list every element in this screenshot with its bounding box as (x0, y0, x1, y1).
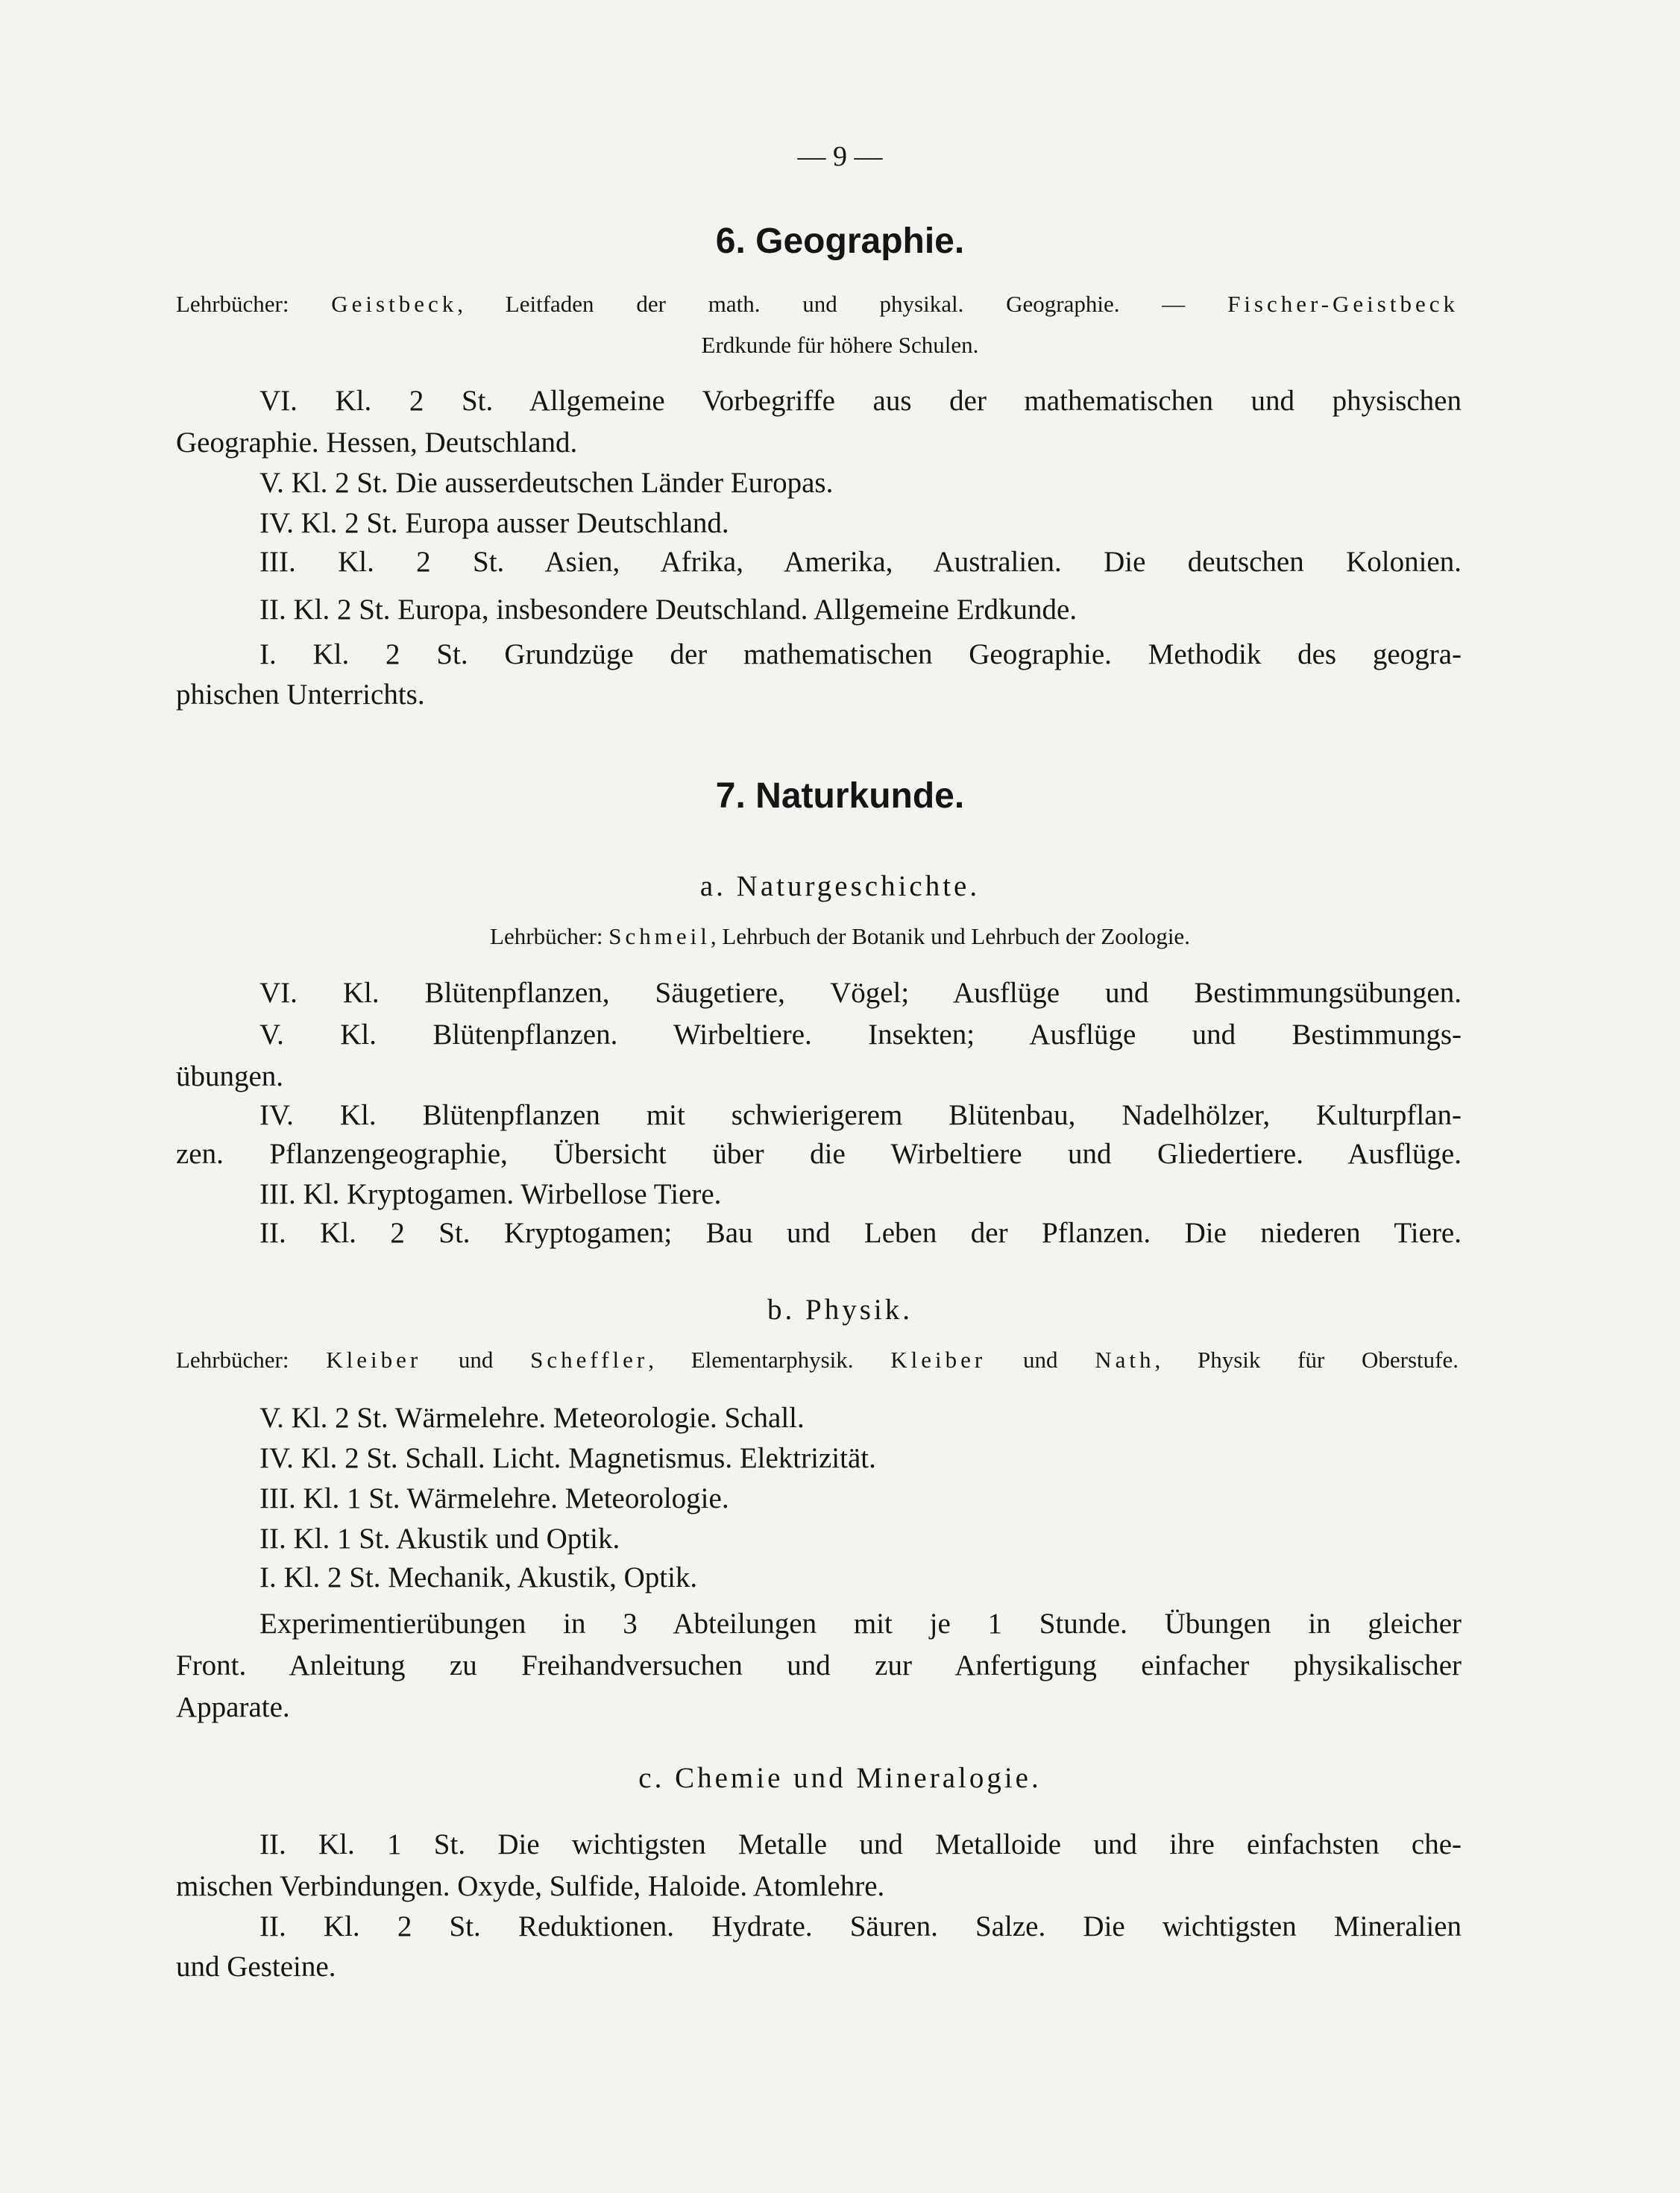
naturgeschichte-line: zen. Pflanzengeographie, Übersicht über die Wirbeltiere und Gliedertiere. Ausflüge. (176, 1138, 1462, 1170)
naturgeschichte-textbooks: Lehrbücher: Schmeil, Lehrbuch der Botanik und Lehrbuch der Zoologie. (490, 923, 1190, 949)
section-heading-naturkunde: 7. Naturkunde. (715, 776, 965, 816)
physik-line: IV. Kl. 2 St. Schall. Licht. Magnetismus. Elektrizität. (259, 1442, 876, 1474)
geographie-textbooks-cont: Erdkunde für höhere Schulen. (701, 332, 979, 358)
page-number: — 9 — (797, 141, 883, 172)
chemie-line: II. Kl. 1 St. Die wichtigsten Metalle und Metalloide und ihre einfachsten che- (259, 1828, 1462, 1860)
physik-line: V. Kl. 2 St. Wärmelehre. Meteorologie. Schall. (259, 1402, 805, 1434)
geographie-line: IV. Kl. 2 St. Europa ausser Deutschland. (259, 507, 729, 539)
naturgeschichte-line: übungen. (176, 1060, 284, 1092)
naturgeschichte-line: III. Kl. Kryptogamen. Wirbellose Tiere. (259, 1178, 722, 1210)
subsection-heading-physik: b. Physik. (767, 1294, 913, 1326)
chemie-line: und Gesteine. (176, 1951, 336, 1983)
physik-line: II. Kl. 1 St. Akustik und Optik. (259, 1523, 620, 1555)
geographie-line: I. Kl. 2 St. Grundzüge der mathematischen Geographie. Methodik des geogra- (259, 638, 1462, 670)
geographie-line: V. Kl. 2 St. Die ausserdeutschen Länder Europas. (259, 467, 834, 499)
chemie-line: II. Kl. 2 St. Reduktionen. Hydrate. Säuren. Salze. Die wichtigsten Mineralien (259, 1910, 1462, 1942)
subsection-heading-naturgeschichte: a. Naturgeschichte. (699, 870, 981, 902)
physik-line: Front. Anleitung zu Freihandversuchen und zur Anfertigung einfacher physikalischer (176, 1649, 1462, 1681)
geographie-textbooks: Lehrbücher: Geistbeck, Leitfaden der math. und physikal. Geographie. — Fischer-Geistbeck (176, 291, 1459, 317)
physik-line: III. Kl. 1 St. Wärmelehre. Meteorologie. (259, 1482, 729, 1514)
chemie-line: mischen Verbindungen. Oxyde, Sulfide, Haloide. Atomlehre. (176, 1870, 885, 1902)
physik-line: Experimentierübungen in 3 Abteilungen mit je 1 Stunde. Übungen in gleicher (259, 1608, 1462, 1640)
geographie-line: Geographie. Hessen, Deutschland. (176, 427, 578, 459)
naturgeschichte-line: VI. Kl. Blütenpflanzen, Säugetiere, Vögel; Ausflüge und Bestimmungsübungen. (259, 977, 1462, 1009)
naturgeschichte-line: II. Kl. 2 St. Kryptogamen; Bau und Leben der Pflanzen. Die niederen Tiere. (259, 1217, 1462, 1249)
geographie-line: II. Kl. 2 St. Europa, insbesondere Deutschland. Allgemeine Erdkunde. (259, 594, 1077, 626)
physik-textbooks: Lehrbücher: Kleiber und Scheffler, Elementarphysik. Kleiber und Nath, Physik für Oberstufe. (176, 1347, 1459, 1373)
geographie-line: III. Kl. 2 St. Asien, Afrika, Amerika, Australien. Die deutschen Kolonien. (259, 546, 1462, 578)
section-heading-geographie: 6. Geographie. (715, 221, 965, 261)
physik-line: Apparate. (176, 1691, 290, 1723)
naturgeschichte-line: IV. Kl. Blütenpflanzen mit schwierigerem Blütenbau, Nadelhölzer, Kulturpflan- (259, 1099, 1462, 1131)
naturgeschichte-line: V. Kl. Blütenpflanzen. Wirbeltiere. Insekten; Ausflüge und Bestimmungs- (259, 1019, 1462, 1051)
subsection-heading-chemie-mineralogie: c. Chemie und Mineralogie. (638, 1762, 1042, 1794)
geographie-line: VI. Kl. 2 St. Allgemeine Vorbegriffe aus der mathematischen und physischen (259, 385, 1462, 417)
physik-line: I. Kl. 2 St. Mechanik, Akustik, Optik. (259, 1561, 698, 1593)
geographie-line: phischen Unterrichts. (176, 679, 425, 711)
